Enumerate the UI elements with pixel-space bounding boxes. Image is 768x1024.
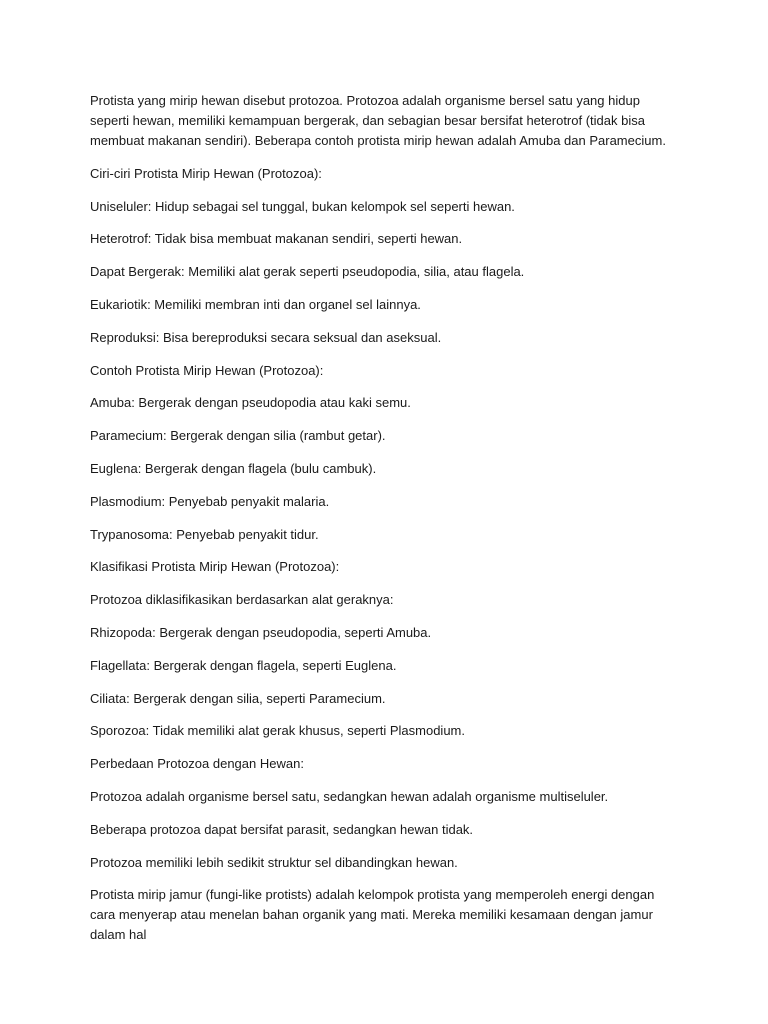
paragraph-heterotrof: Heterotrof: Tidak bisa membuat makanan sendiri, seperti hewan. [90,231,463,247]
heading-klasifikasi: Klasifikasi Protista Mirip Hewan (Protozoa): [90,559,340,575]
paragraph-trypanosoma: Trypanosoma: Penyebab penyakit tidur. [90,526,319,542]
paragraph-perbedaan-2: Beberapa protozoa dapat bersifat parasit, sedangkan hewan tidak. [90,821,474,837]
paragraph-dapat-bergerak: Dapat Bergerak: Memiliki alat gerak seperti pseudopodia, silia, atau flagela. [90,264,525,280]
heading-contoh: Contoh Protista Mirip Hewan (Protozoa): [90,362,324,378]
paragraph-rhizopoda: Rhizopoda: Bergerak dengan pseudopodia, seperti Amuba. [90,624,432,640]
heading-ciri-ciri: Ciri-ciri Protista Mirip Hewan (Protozoa): [90,165,322,181]
paragraph-perbedaan-3: Protozoa memiliki lebih sedikit struktur sel dibandingkan hewan. [90,854,458,870]
document-body [90,91,680,958]
paragraph-eukariotik: Eukariotik: Memiliki membran inti dan organel sel lainnya. [90,296,421,312]
paragraph-amuba: Amuba: Bergerak dengan pseudopodia atau kaki semu. [90,395,411,411]
paragraph-uniseluler: Uniseluler: Hidup sebagai sel tunggal, bukan kelompok sel seperti hewan. [90,198,515,214]
paragraph-ciliata: Ciliata: Bergerak dengan silia, seperti Paramecium. [90,690,386,706]
paragraph-flagellata: Flagellata: Bergerak dengan flagela, seperti Euglena. [90,657,397,673]
paragraph-klasifikasi-intro: Protozoa diklasifikasikan berdasarkan alat geraknya: [90,592,394,608]
paragraph-paramecium: Paramecium: Bergerak dengan silia (rambut getar). [90,428,386,444]
heading-perbedaan: Perbedaan Protozoa dengan Hewan: [90,756,304,772]
paragraph-perbedaan-1: Protozoa adalah organisme bersel satu, sedangkan hewan adalah organisme multiseluler. [90,788,609,804]
paragraph-plasmodium: Plasmodium: Penyebab penyakit malaria. [90,493,330,509]
paragraph-protista-mirip-jamur: Protista mirip jamur (fungi-like protists) adalah kelompok protista yang memperoleh energi dengan cara menyerap atau menelan bahan organik yang mati. Mereka memiliki kesamaan dengan jamur dalam hal [90,887,655,943]
paragraph-euglena: Euglena: Bergerak dengan flagela (bulu cambuk). [90,460,377,476]
paragraph-sporozoa: Sporozoa: Tidak memiliki alat gerak khusus, seperti Plasmodium. [90,723,465,739]
paragraph-reproduksi: Reproduksi: Bisa bereproduksi secara seksual dan aseksual. [90,329,442,345]
paragraph-intro-protozoa: Protista yang mirip hewan disebut protozoa. Protozoa adalah organisme bersel satu yang hidup seperti hewan, memiliki kemampuan bergerak, dan sebagian besar bersifat heterotrof (tidak bisa membuat makanan sendiri). Beberapa contoh protista mirip hewan adalah Amuba dan Paramecium. [90,93,666,148]
